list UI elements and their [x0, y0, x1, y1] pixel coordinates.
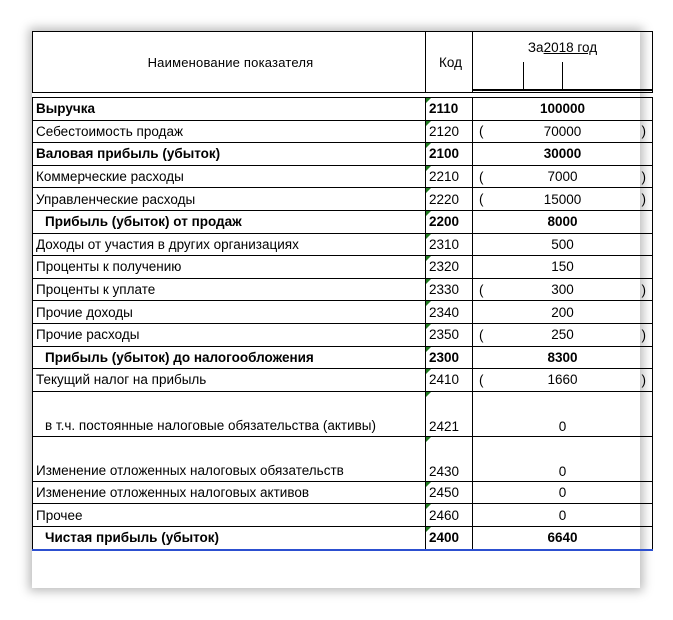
code-cell[interactable]: 2310 [426, 233, 473, 256]
indicator-name-cell[interactable]: Доходы от участия в других организациях [33, 233, 426, 256]
table-row [33, 165, 653, 188]
header-row [33, 32, 653, 93]
spreadsheet-sheet [32, 31, 646, 588]
value-number: 1660 [547, 372, 578, 388]
paren-open: ( [479, 123, 484, 139]
code-cell[interactable]: 2100 [426, 143, 473, 166]
table-row [33, 120, 653, 143]
value-number: 250 [551, 327, 574, 343]
value-cell[interactable] [473, 120, 653, 143]
header-underline [473, 89, 652, 91]
paren-open: ( [479, 191, 484, 207]
value-number: 8300 [547, 349, 578, 365]
paren-close: ) [641, 282, 646, 298]
code-cell[interactable]: 2120 [426, 120, 473, 143]
value-cell[interactable] [473, 233, 653, 256]
table-row [33, 256, 653, 279]
code-cell[interactable]: 2460 [426, 504, 473, 527]
value-number: 70000 [543, 123, 582, 139]
table-row [33, 526, 653, 549]
value-cell[interactable] [473, 526, 653, 549]
value-cell[interactable] [473, 98, 653, 121]
paren-close: ) [641, 191, 646, 207]
code-cell[interactable]: 2430 [426, 436, 473, 481]
value-cell[interactable] [473, 301, 653, 324]
indicator-name-cell[interactable]: Прочие доходы [33, 301, 426, 324]
period-input-box[interactable] [523, 62, 563, 91]
code-cell[interactable]: 2350 [426, 323, 473, 346]
paren-close: ) [641, 327, 646, 343]
indicator-name-cell[interactable]: в т.ч. постоянные налоговые обязательства (активы) [33, 391, 426, 436]
value-number: 300 [551, 282, 574, 298]
value-number: 150 [551, 259, 574, 275]
column-header-name[interactable]: Наименование показателя [33, 32, 426, 93]
value-cell[interactable] [473, 436, 653, 481]
period-prefix: За [527, 40, 544, 55]
table-row [33, 301, 653, 324]
code-cell[interactable]: 2210 [426, 165, 473, 188]
indicator-name-cell[interactable]: Валовая прибыль (убыток) [33, 143, 426, 166]
code-cell[interactable]: 2320 [426, 256, 473, 279]
value-number: 0 [558, 507, 567, 523]
table-row [33, 323, 653, 346]
column-header-period[interactable] [473, 32, 653, 93]
indicator-name-cell[interactable]: Проценты к получению [33, 256, 426, 279]
paren-open: ( [479, 372, 484, 388]
indicator-name-cell[interactable]: Выручка [33, 98, 426, 121]
value-number: 8000 [547, 214, 578, 230]
value-cell[interactable] [473, 391, 653, 436]
table-row [33, 369, 653, 392]
code-cell[interactable]: 2220 [426, 188, 473, 211]
value-number: 0 [558, 485, 567, 501]
code-cell[interactable]: 2421 [426, 391, 473, 436]
value-number: 30000 [543, 146, 582, 162]
code-cell[interactable]: 2340 [426, 301, 473, 324]
table-row [33, 233, 653, 256]
code-cell[interactable]: 2110 [426, 98, 473, 121]
indicator-name-cell[interactable]: Себестоимость продаж [33, 120, 426, 143]
table-row [33, 391, 653, 436]
indicator-name-cell[interactable]: Прочие расходы [33, 323, 426, 346]
indicator-name-cell[interactable]: Изменение отложенных налоговых активов [33, 481, 426, 504]
value-cell[interactable] [473, 210, 653, 233]
table-row [33, 143, 653, 166]
value-number: 6640 [547, 530, 578, 546]
code-cell[interactable]: 2410 [426, 369, 473, 392]
value-cell[interactable] [473, 256, 653, 279]
paren-open: ( [479, 282, 484, 298]
value-cell[interactable] [473, 323, 653, 346]
period-year: 2018 год [543, 40, 598, 55]
indicator-name-cell[interactable]: Проценты к уплате [33, 278, 426, 301]
indicator-name-cell[interactable]: Прочее [33, 504, 426, 527]
paren-open: ( [479, 169, 484, 185]
table-body [33, 98, 653, 550]
value-cell[interactable] [473, 346, 653, 369]
indicator-name-cell[interactable]: Управленческие расходы [33, 188, 426, 211]
code-cell[interactable]: 2300 [426, 346, 473, 369]
code-cell[interactable]: 2330 [426, 278, 473, 301]
indicator-name-cell[interactable]: Чистая прибыль (убыток) [33, 526, 426, 549]
table-row [33, 436, 653, 481]
table-row [33, 210, 653, 233]
table-row [33, 188, 653, 211]
table-row [33, 278, 653, 301]
indicator-name-cell[interactable]: Прибыль (убыток) до налогообложения [33, 346, 426, 369]
column-header-code[interactable]: Код [426, 32, 473, 93]
table-row [33, 98, 653, 121]
value-cell[interactable] [473, 143, 653, 166]
code-cell[interactable]: 2400 [426, 526, 473, 549]
value-cell[interactable] [473, 481, 653, 504]
value-number: 0 [558, 418, 567, 434]
value-cell[interactable] [473, 504, 653, 527]
table-row [33, 481, 653, 504]
value-cell[interactable] [473, 165, 653, 188]
period-label [473, 40, 652, 55]
paren-close: ) [641, 123, 646, 139]
value-cell[interactable] [473, 369, 653, 392]
value-number: 200 [551, 304, 574, 320]
value-cell[interactable] [473, 278, 653, 301]
indicator-name-cell[interactable]: Прибыль (убыток) от продаж [33, 210, 426, 233]
paren-open: ( [479, 327, 484, 343]
code-cell[interactable]: 2200 [426, 210, 473, 233]
value-number: 100000 [539, 101, 586, 117]
value-cell[interactable] [473, 188, 653, 211]
indicator-name-cell[interactable]: Изменение отложенных налоговых обязательств [33, 436, 426, 481]
indicator-name-cell[interactable]: Коммерческие расходы [33, 165, 426, 188]
paren-close: ) [641, 169, 646, 185]
value-number: 500 [551, 236, 574, 252]
code-cell[interactable]: 2450 [426, 481, 473, 504]
financial-results-table [32, 31, 653, 551]
value-number: 15000 [543, 191, 582, 207]
paren-close: ) [641, 372, 646, 388]
table-row [33, 504, 653, 527]
indicator-name-cell[interactable]: Текущий налог на прибыль [33, 369, 426, 392]
value-number: 7000 [547, 169, 578, 185]
value-number: 0 [558, 463, 567, 479]
table-row [33, 346, 653, 369]
